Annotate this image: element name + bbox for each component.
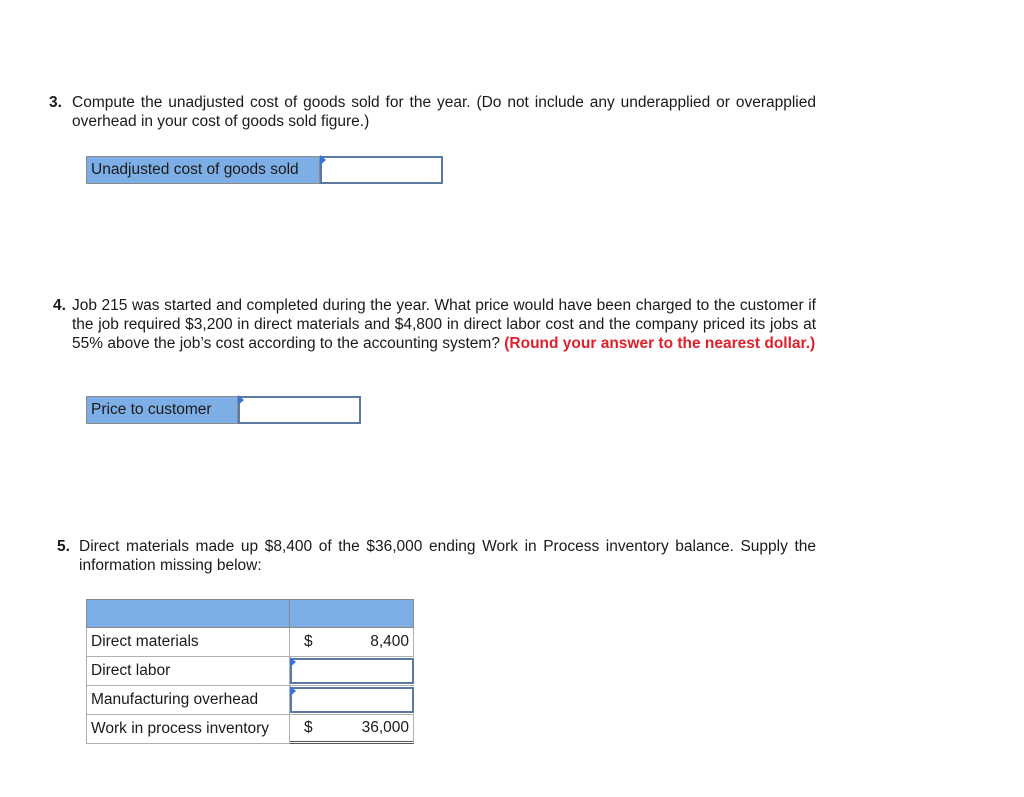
q4-answer-input-cell[interactable] [238,396,361,424]
direct-labor-input[interactable] [292,660,412,682]
currency-symbol: $ [304,719,313,736]
question-4-text: Job 215 was started and completed during the year. What price would have been charged to the customer if the job required $3,200 in direct materials and $4,800 in direct labor cost and the company priced its jobs at 55% above the job’s cost according to the accounting system? [72,297,816,352]
manufacturing-overhead-input-box[interactable] [290,687,414,713]
question-5-number: 5. [57,538,70,555]
direct-labor-input-cell[interactable] [290,657,414,686]
question-3 [49,93,816,131]
direct-labor-input-box[interactable] [290,658,414,684]
row-value-direct-materials [290,628,414,657]
wip-table-header [86,599,414,628]
table-row [86,657,414,686]
row-label-direct-materials: Direct materials [86,628,290,657]
question-3-number: 3. [49,94,62,111]
q3-answer-input-cell[interactable] [320,156,443,184]
q3-answer-label: Unadjusted cost of goods sold [86,156,320,184]
flag-icon [320,155,326,165]
q4-answer-label: Price to customer [86,396,238,424]
flag-icon [290,657,296,667]
flag-icon [290,686,296,696]
row-label-manufacturing-overhead: Manufacturing overhead [86,686,290,715]
wip-table [86,599,414,744]
flag-icon [238,395,244,405]
question-5 [57,537,816,575]
currency-symbol: $ [304,633,313,650]
question-4-text-wrapper [53,296,816,353]
question-3-text: Compute the unadjusted cost of goods sold for the year. (Do not include any underapplied or overapplied overhead in your cost of goods sold figure.) [72,94,816,130]
question-4-emphasis: (Round your answer to the nearest dollar.) [504,335,816,352]
row-label-work-in-process: Work in process inventory [86,715,290,744]
header-cell-label [86,599,290,628]
price-to-customer-input[interactable] [240,398,359,422]
row-value-work-in-process [290,715,414,744]
manufacturing-overhead-input-cell[interactable] [290,686,414,715]
work-in-process-value: 36,000 [361,719,409,736]
table-row [86,715,414,744]
row-label-direct-labor: Direct labor [86,657,290,686]
question-4 [53,296,816,353]
q4-answer-row [86,396,361,424]
table-row [86,628,414,657]
q3-answer-row [86,156,443,184]
unadjusted-cogs-input[interactable] [322,158,441,182]
manufacturing-overhead-input[interactable] [292,689,412,711]
question-4-number: 4. [53,297,66,314]
table-row [86,686,414,715]
question-5-text: Direct materials made up $8,400 of the $36,000 ending Work in Process inventory balance. Supply the information missing below: [79,538,816,574]
header-cell-value [290,599,414,628]
direct-materials-value: 8,400 [370,633,409,650]
